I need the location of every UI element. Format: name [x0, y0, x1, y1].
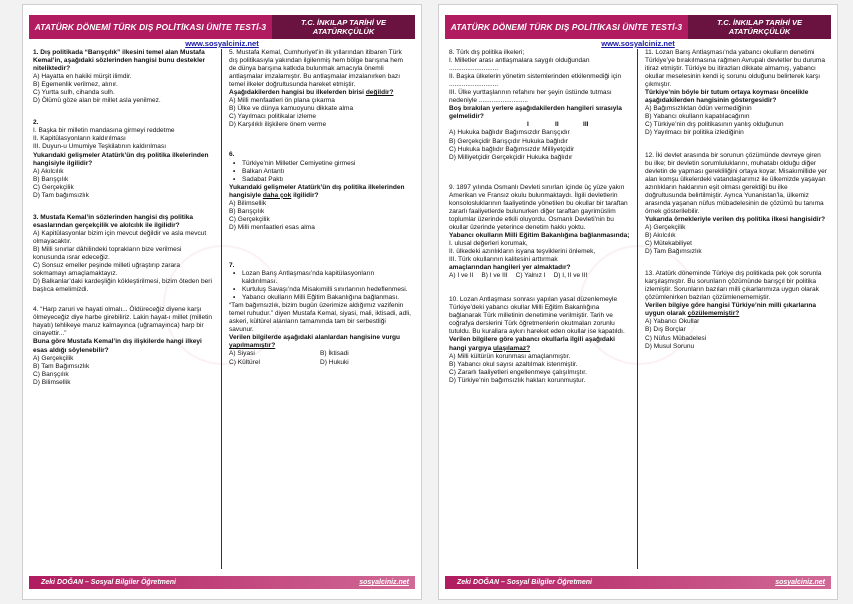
option-d[interactable]: D) Ölümü göze alan bir millet asla yenilmez. — [33, 97, 161, 105]
question-text: 9. 1897 yılında Osmanlı Devleti sınırları içinde üç yüze yakın Amerikan ve Fransız okulu bulunmaktaydı. İlgili devletlerin konsolosluklarının faaliyetinde yönetilen bu okullar bir taraftan zararlı faaliyetlerde bulunurken diğer taraftan gayrimüslim toplumlar üzerinde etkili oluyordu. Osmanlı Devleti’nin bu okullar üzerinde yeterince denetim hakkı yoktu. — [449, 183, 628, 231]
question-stem — [229, 184, 411, 200]
question-text: 12. İki devlet arasında bir sorunun çözümünde devreye giren bu ilke; bir devletin sorumluluklarını, muhatabı olduğu diğer devletin de yapması gerekliliğini ortaya koyar. Misakımillide yer alan komşu ülkelerdeki vatandaşlarımız ile ülkemizde yaşayan azınlıkların haklarının eşit olması gerektiği bu ilke doğrultusunda belirtilmiştir. Ayrıca Yunanistan’la, ülkemiz arasında yaşanan nüfus mübadelesinin de çözümü bu tanıma örnek gösterilebilir. — [645, 151, 827, 215]
option-a[interactable]: A) Milli kültürün korunması amaçlanmıştır. — [449, 352, 571, 360]
option-b[interactable]: B) Ülke ve dünya kamuoyunu dikkate alma — [229, 105, 354, 113]
bullet-item: • Sadabat Paktı — [233, 176, 411, 184]
option-b[interactable]: B) Tam Bağımsızlık — [33, 362, 90, 370]
question-quote: 4. “Harp zaruri ve hayati olmalı... Öldüreceğiz diyene karşı ölmeyeceğiz diye harbe girebiliriz. Lakin hayat-ı millet (milletin hayatı) tehlikeye maruz kalmayınca (uğramayınca) harp bir cinayettir...” — [33, 306, 213, 338]
option-c[interactable]: C) Kültürel — [229, 358, 260, 366]
footer-site-link[interactable]: sosyalciniz.net — [359, 579, 409, 586]
question-stem — [645, 302, 827, 318]
question-stem — [229, 89, 411, 97]
stem-text: Yukarıdaki gelişmeler Atatürk’ün dış politika ilkelerinden hangisiyle — [229, 183, 405, 199]
question-10 — [449, 296, 631, 385]
question-12 — [645, 152, 827, 257]
option-a[interactable]: A) Yabancı Okullar — [645, 318, 700, 326]
option-b[interactable]: B) Dış Borçlar — [645, 326, 686, 334]
option-c[interactable]: C) Gerçekçilik — [33, 183, 74, 191]
option-b[interactable]: B) Barışçılık — [33, 175, 69, 183]
option-b[interactable]: B) Akılcılık — [645, 231, 676, 239]
question-stem: 3. Mustafa Kemal’in sözlerinden hangisi dış politika esaslarından gerçekçilik ve akılcılık ile ilgilidir? — [33, 213, 194, 229]
option-c[interactable]: C) Yayılmacı politikalar izleme — [229, 113, 317, 121]
header-subtitle: T.C. İNKILAP TARİHİ VE ATATÜRKÇÜLÜK — [272, 15, 415, 39]
option-c[interactable]: C) Yurtta sulh, cihanda sulh. — [33, 89, 115, 97]
option-d[interactable]: D) Musul Sorunu — [645, 342, 695, 350]
question-stem — [229, 334, 411, 350]
option-b[interactable]: B) Egemenlik verilmez, alınır. — [33, 81, 118, 89]
option-c[interactable]: C) Hukuka bağlıdır Bağımsızdır Milliyetçidir — [449, 145, 575, 153]
question-8 — [449, 49, 631, 162]
question-6 — [229, 151, 411, 231]
column-right — [222, 49, 411, 569]
footer-author: Zeki DOĞAN – Sosyal Bilgiler Öğretmeni — [41, 579, 176, 586]
option-d[interactable]: D) I, II ve III — [553, 272, 588, 280]
option-c[interactable]: C) Türkiye’nin dış politikasının yanlış olduğunun — [645, 121, 784, 129]
option-a[interactable]: A) Bilimsellik — [229, 199, 267, 207]
option-b[interactable]: B) Gerçekçidir Barışçıdır Hukuka bağlıdır — [449, 137, 568, 145]
question-number: 8. Türk dış politika ilkeleri; — [449, 49, 525, 56]
bullet-item: • Balkan Antantı — [233, 168, 411, 176]
option-d[interactable]: D) Hukuki — [320, 358, 349, 366]
stem-end: ilgilidir? — [293, 191, 319, 199]
question-text: 11. Lozan Barış Antlaşması’nda yabancı okulların denetimi Türkiye’ye bırakılmasına rağmen Avrupalı devletler bu duruma itiraz etmiştir. Türkiye bu itirazları dikkate almamış, yabancı okullar meselesinin kendi iç sorunu olduğunu belirterek karşı çıkmıştır. — [645, 49, 826, 89]
statement-3: III. Türk okullarının kalitesini arttırmak — [449, 256, 558, 264]
page-footer — [445, 576, 831, 589]
page-header — [29, 15, 415, 39]
option-d[interactable]: D) Yayılmacı bir politika izlediğinin — [645, 129, 744, 137]
stem-text: Verilen bilgilere göre yabancı okullarla ilgili aşağıdaki hangi yargıya — [449, 336, 615, 352]
stem-emphasis: daha çok — [262, 191, 292, 199]
option-c[interactable]: C) Nüfus Mübadelesi — [645, 334, 707, 342]
question-text: 13. Atatürk döneminde Türkiye dış politikada pek çok sorunla karşılaşmıştır. Bu sorunların çözümünde barışçıl bir politika izlemiştir. Sorunların bazıları milli çıkarlarımıza uygun olarak çözümlenirken bazıları çözümlenememiştir. — [645, 270, 822, 302]
question-stem — [449, 336, 631, 352]
stem-emphasis: çözülememiştir? — [687, 310, 740, 318]
question-11 — [645, 49, 827, 138]
roman-2: II — [555, 121, 559, 129]
option-d[interactable]: D) Milli menfaatleri esas alma — [229, 223, 315, 231]
site-link[interactable]: www.sosyalciniz.net — [185, 39, 259, 48]
header-title: ATATÜRK DÖNEMİ TÜRK DIŞ POLİTİKASI ÜNİTE TESTİ-3 — [445, 15, 688, 39]
statement-1: I. ulusal değerleri korumak, — [449, 239, 528, 247]
stem-emphasis: yapılmamıştır? — [229, 342, 276, 350]
option-d[interactable]: D) Karşılıklı ilişkilere önem verme — [229, 121, 327, 129]
page-footer — [29, 576, 415, 589]
option-a[interactable]: A) Milli menfaatleri ön plana çıkarma — [229, 97, 335, 105]
question-columns — [449, 49, 827, 569]
option-c[interactable]: C) Sonsuz emeller peşinde milleti uğraştırıp zarara sokmamayı amaçlamaktayız. — [33, 262, 181, 278]
question-2 — [33, 119, 215, 199]
page-header — [445, 15, 831, 39]
bullet-list — [229, 270, 411, 302]
question-number: 6. — [229, 151, 235, 159]
header-subtitle: T.C. İNKILAP TARİHİ VE ATATÜRKÇÜLÜK — [688, 15, 831, 39]
option-d[interactable]: D) Milliyetçidir Gerçekçidir Hukuka bağlıdır — [449, 153, 573, 161]
question-4 — [33, 306, 215, 386]
option-a[interactable]: A) Siyasi — [229, 350, 255, 358]
question-number: 7. — [229, 261, 235, 269]
option-c[interactable]: C) Zararlı faaliyetleri engellenmeye çalışılmıştır. — [449, 368, 587, 376]
option-a[interactable]: A) Gerçekçilik — [33, 354, 74, 362]
question-stem: Yukarıda örnekleriyle verilen dış politika ilkesi hangisidir? — [645, 215, 826, 223]
option-d[interactable]: D) Tam bağımsızlık — [33, 191, 89, 199]
question-stem: 1. Dış politikada “Barışçılık” ilkesini temel alan Mustafa Kemal’in, aşağıdaki sözlerinden hangisi bunu destekler niteliktedir? — [33, 49, 206, 73]
option-d[interactable]: D) Türkiye’nin bağımsızlık hakları korunmuştur. — [449, 376, 586, 384]
options-row — [449, 272, 631, 280]
statement-1: I. Başka bir milletin mandasına girmeyi reddetme — [33, 127, 175, 135]
bullet-list — [229, 160, 411, 184]
option-c[interactable]: C) Barışçılık — [33, 370, 69, 378]
option-d[interactable]: D) Tam Bağımsızlık — [645, 248, 702, 256]
question-stem: Boş bırakılan yerlere aşağıdakilerden hangileri sırasıyla gelmelidir? — [449, 105, 622, 121]
question-stem: Yukarıdaki gelişmeler Atatürk’ün dış politika ilkelerinden hangisiyle ilgilidir? — [33, 151, 209, 167]
option-d[interactable]: D) Bilimsellik — [33, 378, 71, 386]
question-5 — [229, 49, 411, 129]
statement-2: II. Başka ülkelerin yönetim sistemlerinden etkilenmediği için ........................... — [449, 73, 622, 89]
stem-text: Verilen bilgilerde aşağıdaki alanlardan hangisine vurgu — [229, 334, 401, 342]
option-b[interactable]: B) I ve III — [481, 272, 508, 280]
option-a[interactable]: A) Hukuka bağlıdır Bağımsızdır Barışçıdır — [449, 129, 570, 137]
question-quote: “Tam bağımsızlık, bizim bugün üzerimize aldığımız vazifenin temel ruhudur.” diyen Mustafa Kemal, siyasi, mali, iktisadi, adli, askeri, kültürel alanların tamamında tam bir serbestliği savunur. — [229, 302, 411, 334]
bullet-item: • Kurtuluş Savaşı’nda Misakımilli sınırlarının hedeflenmesi. — [233, 286, 411, 294]
question-stem-2: amaçlarından hangileri yer almaktadır? — [449, 264, 571, 272]
option-b[interactable]: B) Yabancı okul sayısı azaltılmak istenmiştir. — [449, 360, 578, 368]
question-text: 5. Mustafa Kemal, Cumhuriyet’in ilk yıllarından itibaren Türk dış politikasıyla yakından ilgilenmiş hem bölge barışına hem de dünya barışına katkıda bulunmak amacıyla önemli antlaşmalar imzalamıştır. Bu antlaşmalar imzalanırken bazı temel ilkeler doğrultusunda hareket etmiştir. — [229, 49, 403, 89]
question-stem: Türkiye’nin böyle bir tutum ortaya koyması öncelikle aşağıdakilerden hangisinin göstergesidir? — [645, 89, 809, 105]
page-right — [438, 4, 838, 600]
roman-3: III — [583, 121, 589, 129]
question-number: 2. — [33, 119, 39, 127]
stem-emphasis: değildir? — [365, 89, 394, 97]
roman-headers — [449, 121, 631, 129]
option-b[interactable]: B) Yabancı okulların kapatılacağının — [645, 113, 750, 121]
bullet-item: • Lozan Barış Antlaşması’nda kapitülasyonların kaldırılması. — [233, 270, 411, 286]
stem-text: Aşağıdakilerden hangisi bu ilkelerden birisi — [229, 89, 364, 97]
header-title: ATATÜRK DÖNEMİ TÜRK DIŞ POLİTİKASI ÜNİTE TESTİ-3 — [29, 15, 272, 39]
question-stem: Yabancı okulların Milli Eğitim Bakanlığına bağlanmasında; — [449, 231, 630, 239]
question-stem: Buna göre Mustafa Kemal’in dış ilişkilerde hangi ilkeyi esas aldığı söylenebilir? — [33, 338, 202, 354]
statement-3: III. Duyun-u Umumiye Teşkilatının kaldırılması — [33, 143, 167, 151]
option-c[interactable]: C) Mütekabiliyet — [645, 240, 692, 248]
stem-emphasis: ulaşılamaz? — [493, 344, 531, 352]
statement-2: II. Kapitülasyonların kaldırılması — [33, 135, 126, 143]
option-a[interactable]: A) Akılcılık — [33, 167, 64, 175]
question-13 — [645, 270, 827, 350]
question-1 — [33, 49, 215, 105]
page-left — [22, 4, 422, 600]
option-a[interactable]: A) Kapitülasyonlar bizim için mevcut değildir ve asla mevcut olmayacaktır. — [33, 229, 207, 245]
option-a[interactable]: A) Hayatta en hakiki mürşit ilimdir. — [33, 73, 132, 81]
option-a[interactable]: A) Bağımsızlıktan ödün vermediğinin — [645, 105, 752, 113]
option-d[interactable]: D) Balkanlar’daki kardeşliğin kökleştirilmesi, bizim öteden beri başlıca emelimizdi. — [33, 278, 212, 294]
footer-site-link[interactable]: sosyalciniz.net — [775, 579, 825, 586]
question-text: 10. Lozan Antlaşması sonrası yapılan yasal düzenlemeyle Türkiye’deki yabancı okullar Milli Eğitim Bakanlığına bağlanarak Türk milletinin denetimine verilmiştir. Tarih ve coğrafya derslerini Türk öğretmenlerin okutmaları zorunlu tutuldu. Bu kurallara aykırı hareket eden okullar ise kapatıldı. — [449, 296, 625, 336]
options-grid — [229, 350, 411, 366]
option-a[interactable]: A) I ve II — [449, 272, 474, 280]
roman-1: I — [527, 121, 529, 129]
statement-2: II. ülkedeki azınlıkların isyana teşviklerini önlemek, — [449, 248, 596, 256]
column-right — [638, 49, 827, 569]
column-left — [449, 49, 638, 569]
question-7 — [229, 262, 411, 367]
question-columns — [33, 49, 411, 569]
option-c[interactable]: C) Gerçekçilik — [229, 215, 270, 223]
question-3 — [33, 214, 215, 294]
bullet-item: • Türkiye’nin Milletler Cemiyetine girmesi — [233, 160, 411, 168]
column-left — [33, 49, 222, 569]
option-c[interactable]: C) Yalnız I — [515, 272, 546, 280]
site-link[interactable]: www.sosyalciniz.net — [601, 39, 675, 48]
option-b[interactable]: B) Milli sınırlar dâhilindeki toprakların bize verilmesi konusunda ısrar edeceğiz. — [33, 245, 182, 262]
footer-author: Zeki DOĞAN – Sosyal Bilgiler Öğretmeni — [457, 579, 592, 586]
bullet-item: • Yabancı okulların Milli Eğitim Bakanlığına bağlanması. — [233, 294, 411, 302]
question-9 — [449, 184, 631, 281]
option-a[interactable]: A) Gerçekçilik — [645, 223, 686, 231]
stem-text: Verilen bilgiye göre hangisi Türkiye’nin milli çıkarlarına uygun olarak — [645, 302, 817, 318]
option-b[interactable]: B) Barışçılık — [229, 207, 265, 215]
statement-3: III. Ülke yurttaşlarının refahını her şeyin üstünde tutması nedeniyle ........................... — [449, 89, 612, 105]
statement-1: I. Milletler arası antlaşmalara saygılı olduğundan ........................... — [449, 57, 590, 73]
option-b[interactable]: B) İktisadi — [320, 350, 349, 358]
